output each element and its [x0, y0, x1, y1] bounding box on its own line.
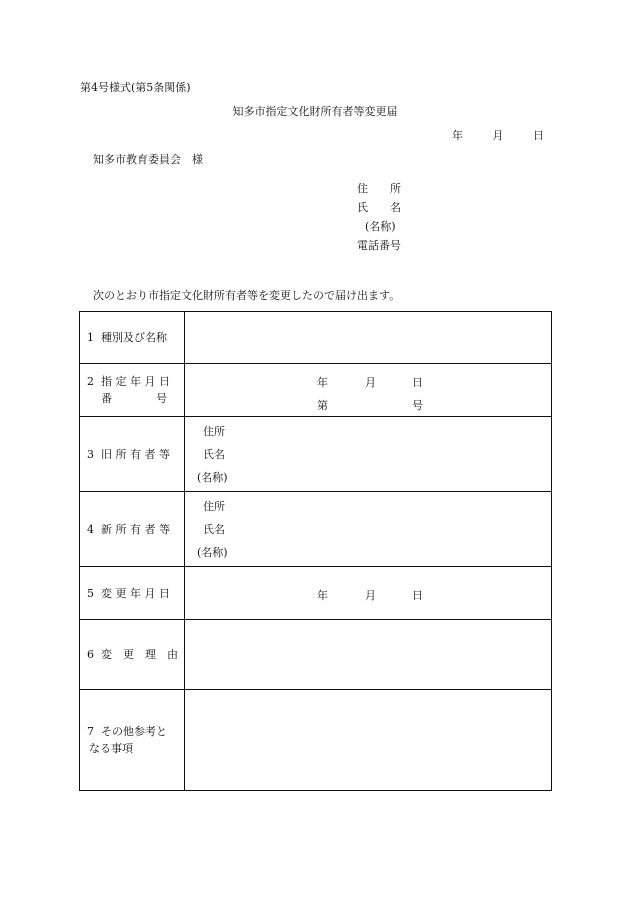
former-owner-address-label: 住所 [203, 424, 225, 438]
designation-number-row [317, 397, 423, 413]
row-number: 4 [87, 522, 94, 536]
row-label-former-owner [80, 417, 185, 492]
year-label: 年 [317, 589, 328, 602]
table-row-other-notes [80, 690, 552, 791]
former-owner-org-name-label: (名称) [197, 470, 228, 484]
row-label: 指 定 年 月 日 [101, 375, 170, 388]
row-label: 種別及び名称 [101, 331, 167, 344]
row-label: 変 更 年 月 日 [101, 586, 170, 600]
table-row-type-and-name [80, 312, 552, 364]
row-label-change-date [80, 567, 185, 620]
designation-field[interactable] [185, 364, 552, 417]
new-owner-address-label: 住所 [203, 499, 225, 513]
row-number: 6 [87, 648, 94, 661]
form-number: 第4号様式(第5条関係) [80, 81, 191, 94]
row-label-designation [80, 364, 185, 417]
table-row-reason [80, 620, 552, 690]
number-suffix: 号 [412, 399, 423, 412]
applicant-phone-label: 電話番号 [357, 239, 401, 252]
row-label: その他参考と [101, 725, 167, 738]
month-label: 月 [365, 376, 376, 389]
applicant-address-label: 住 所 [357, 182, 401, 195]
notification-form-table [79, 311, 552, 791]
row-number: 3 [87, 447, 94, 461]
applicant-org-name-label: (名称) [365, 220, 396, 233]
day-label: 日 [412, 376, 423, 389]
table-row-former-owner [80, 417, 552, 492]
row-number: 2 [87, 375, 94, 388]
type-and-name-field[interactable] [185, 312, 552, 364]
row-label-type-and-name [80, 312, 185, 364]
row-label-new-owner [80, 492, 185, 567]
designation-date-row [317, 374, 423, 390]
applicant-block [357, 179, 401, 255]
row-label-line2: なる事項 [89, 742, 133, 755]
row-label-reason [80, 620, 185, 690]
number-prefix: 第 [317, 399, 328, 412]
day-label: 日 [412, 589, 423, 602]
applicant-name-label: 氏 名 [357, 201, 401, 214]
new-owner-name-label: 氏名 [203, 522, 225, 536]
other-notes-field[interactable] [185, 690, 552, 791]
new-owner-field[interactable] [185, 492, 552, 567]
former-owner-field[interactable] [185, 417, 552, 492]
row-label-line2: 番 号 [101, 392, 167, 405]
row-label-other-notes [80, 690, 185, 791]
row-number: 1 [87, 331, 94, 344]
row-number: 7 [87, 725, 94, 738]
new-owner-org-name-label: (名称) [197, 545, 228, 559]
reason-field[interactable] [185, 620, 552, 690]
change-date-field[interactable] [185, 567, 552, 620]
document-title: 知多市指定文化財所有者等変更届 [232, 105, 398, 118]
change-date-row [317, 587, 423, 603]
statement-text: 次のとおり市指定文化財所有者等を変更したので届け出ます。 [93, 289, 401, 302]
month-label: 月 [365, 589, 376, 602]
date-month-label: 月 [492, 129, 504, 142]
table-row-designation [80, 364, 552, 417]
table-row-change-date [80, 567, 552, 620]
year-label: 年 [317, 376, 328, 389]
submission-date-line [426, 130, 544, 141]
former-owner-name-label: 氏名 [203, 447, 225, 461]
date-day-label: 日 [533, 129, 544, 142]
table-row-new-owner [80, 492, 552, 567]
row-label: 変 更 理 由 [101, 648, 178, 661]
addressee: 知多市教育委員会 様 [93, 153, 203, 166]
row-number: 5 [87, 586, 94, 600]
date-year-label: 年 [452, 129, 463, 142]
row-label: 新 所 有 者 等 [101, 522, 170, 536]
row-label: 旧 所 有 者 等 [101, 447, 170, 461]
